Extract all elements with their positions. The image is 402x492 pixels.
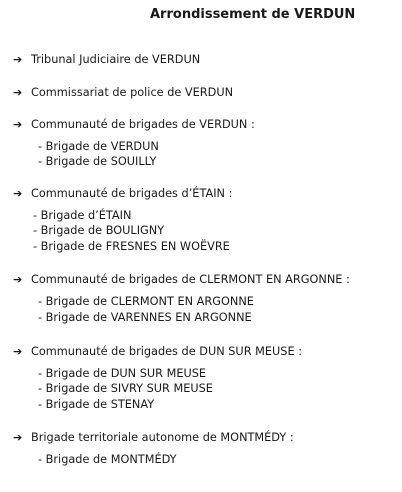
item-label: Communauté de brigades de CLERMONT EN ARGONNE : [31, 273, 350, 286]
sub-item: - Brigade de SIVRY SUR MEUSE [38, 382, 213, 395]
arrow-right-icon: ➔ [13, 431, 23, 444]
item-label: Commissariat de police de VERDUN [31, 86, 234, 99]
sub-item: - Brigade de BOULIGNY [33, 224, 165, 237]
list-item [13, 431, 294, 445]
sub-item: - Brigade de SOUILLY [38, 155, 157, 168]
sub-item: - Brigade de CLERMONT EN ARGONNE [38, 295, 254, 308]
list-item [13, 118, 255, 132]
arrow-right-icon: ➔ [13, 53, 23, 66]
list-item [13, 86, 233, 100]
sub-item: - Brigade de STENAY [38, 398, 155, 411]
arrow-right-icon: ➔ [13, 273, 23, 286]
arrow-right-icon: ➔ [13, 118, 23, 131]
list-item [13, 53, 200, 67]
sub-item: - Brigade de FRESNES EN WOËVRE [33, 240, 230, 253]
arrow-right-icon: ➔ [13, 86, 23, 99]
arrow-right-icon: ➔ [13, 187, 23, 200]
list-item [13, 345, 302, 359]
item-label: Communauté de brigades d’ÉTAIN : [31, 187, 233, 200]
list-item [13, 187, 232, 201]
item-label: Communauté de brigades de VERDUN : [31, 118, 255, 131]
item-label: Tribunal Judiciaire de VERDUN [31, 53, 201, 66]
page-title: Arrondissement de VERDUN [150, 7, 356, 22]
sub-item: - Brigade d’ÉTAIN [33, 209, 132, 222]
item-label: Brigade territoriale autonome de MONTMÉDY : [31, 431, 294, 444]
sub-item: - Brigade de VARENNES EN ARGONNE [38, 311, 252, 324]
sub-item: - Brigade de VERDUN [38, 140, 159, 153]
sub-item: - Brigade de DUN SUR MEUSE [38, 367, 207, 380]
sub-item: - Brigade de MONTMÉDY [38, 453, 177, 466]
arrow-right-icon: ➔ [13, 345, 23, 358]
item-label: Communauté de brigades de DUN SUR MEUSE : [31, 345, 302, 358]
list-item [13, 273, 350, 287]
